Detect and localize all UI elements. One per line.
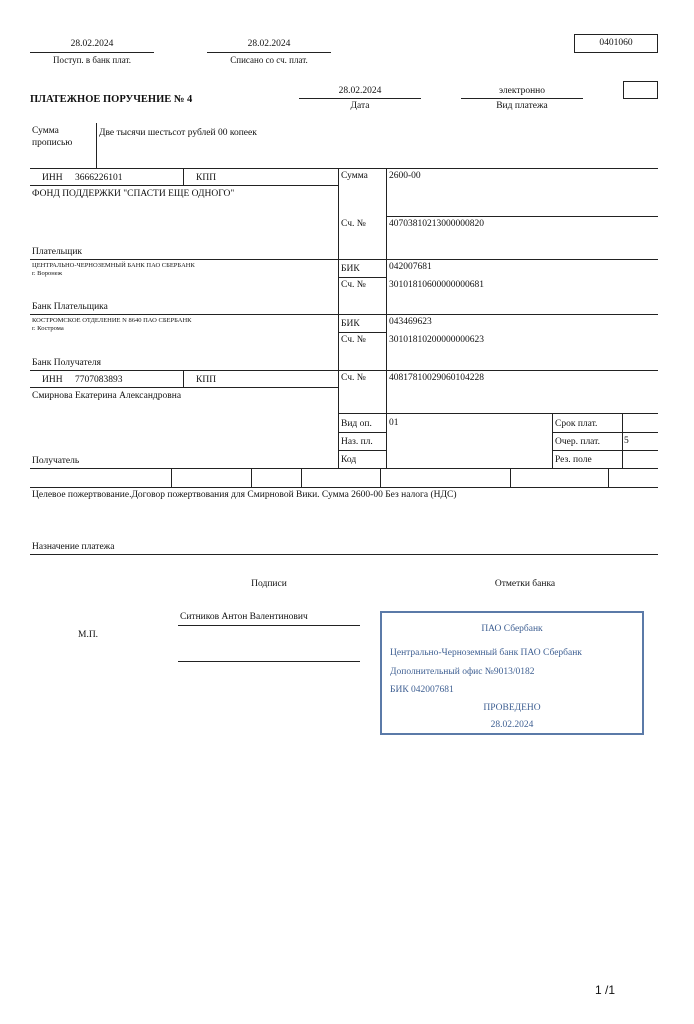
payer-name: ФОНД ПОДДЕРЖКИ "СПАСТИ ЕЩЕ ОДНОГО": [32, 189, 235, 199]
received-label: Поступ. в банк плат.: [53, 55, 131, 65]
doc-date-label: Дата: [350, 101, 370, 111]
amount-words-value: Две тысячи шестьсот рублей 00 копеек: [99, 128, 257, 138]
divider: [552, 413, 553, 468]
amount-words-label-1: Сумма: [32, 126, 59, 136]
payee-bank-account-label: Сч. №: [341, 335, 366, 345]
divider: [386, 168, 387, 468]
payee-bank-name: КОСТРОМСКОЕ ОТДЕЛЕНИЕ N 8640 ПАО СБЕРБАНК: [32, 317, 192, 324]
divider: [338, 450, 386, 451]
divider: [461, 98, 583, 99]
divider: [552, 432, 658, 433]
payer-kpp-label: КПП: [196, 173, 217, 183]
divider: [608, 468, 609, 487]
vid-op-label: Вид оп.: [341, 419, 372, 429]
divider: [251, 468, 252, 487]
received-date: 28.02.2024: [70, 39, 114, 49]
divider: [30, 168, 658, 169]
payee-bank-label: Банк Получателя: [32, 358, 101, 368]
payee-bank-city: г. Кострома: [32, 325, 64, 332]
payer-account-label: Сч. №: [341, 219, 366, 229]
payee-account: 40817810029060104228: [389, 373, 484, 383]
signer-name: Ситников Антон Валентинович: [180, 612, 308, 622]
sum-value: 2600-00: [389, 171, 421, 181]
divider: [30, 370, 658, 371]
payee-inn-label: ИНН: [42, 375, 63, 385]
sum-label: Сумма: [341, 171, 368, 181]
payer-account: 40703810213000000820: [389, 219, 484, 229]
vid-op: 01: [389, 418, 399, 428]
divider: [30, 52, 154, 53]
divider: [207, 52, 331, 53]
stamp-status: ПРОВЕДЕНО: [483, 703, 541, 713]
payer-bank-bik-label: БИК: [341, 264, 360, 274]
debited-date: 28.02.2024: [247, 39, 291, 49]
amount-words-label-2: прописью: [32, 138, 73, 148]
divider: [30, 259, 658, 260]
stamp-date: 28.02.2024: [490, 720, 534, 730]
stamp-line1: Центрально-Черноземный банк ПАО Сбербанк: [390, 648, 582, 658]
divider: [386, 216, 658, 217]
divider: [30, 487, 658, 488]
divider: [183, 168, 184, 185]
purpose-label: Назначение платежа: [32, 542, 115, 552]
divider: [30, 554, 658, 555]
signatures-label: Подписи: [251, 579, 287, 589]
empty-box: [623, 81, 658, 99]
naz-pl-label: Наз. пл.: [341, 437, 373, 447]
divider: [338, 332, 386, 333]
divider: [552, 450, 658, 451]
divider: [30, 468, 658, 469]
stamp-bank: ПАО Сбербанк: [481, 624, 543, 634]
page-number: 1 /1: [595, 983, 616, 997]
signature-line: [178, 625, 360, 626]
payer-bank-account: 30101810600000000681: [389, 280, 484, 290]
ocher-label: Очер. плат.: [555, 437, 600, 447]
payee-bank-account: 30101810200000000623: [389, 335, 484, 345]
doc-date: 28.02.2024: [338, 86, 382, 96]
payee-label: Получатель: [32, 456, 80, 466]
divider: [299, 98, 421, 99]
payee-name: Смирнова Екатерина Александровна: [32, 391, 182, 401]
divider: [380, 468, 381, 487]
divider: [338, 413, 658, 414]
payer-inn-label: ИНН: [42, 173, 63, 183]
divider: [338, 432, 386, 433]
payee-account-label: Сч. №: [341, 373, 366, 383]
divider: [301, 468, 302, 487]
payer-bank-bik: 042007681: [389, 262, 432, 272]
divider: [30, 314, 658, 315]
payee-kpp-label: КПП: [196, 375, 217, 385]
divider: [30, 387, 338, 388]
divider: [338, 168, 339, 468]
mp-label: М.П.: [78, 630, 99, 640]
divider: [96, 123, 97, 168]
stamp-bik: БИК 042007681: [390, 685, 454, 695]
purpose-text: Целевое пожертвование.Договор пожертвования для Смирновой Вики. Сумма 2600-00 Без налога (НДС): [32, 490, 457, 500]
debited-label: Списано со сч. плат.: [230, 55, 308, 65]
form-code: 0401060: [599, 38, 633, 48]
payee-bank-bik-label: БИК: [341, 319, 360, 329]
payer-bank-name: ЦЕНТРАЛЬНО-ЧЕРНОЗЕМНЫЙ БАНК ПАО СБЕРБАНК: [32, 262, 195, 269]
rez-label: Рез. поле: [555, 455, 592, 465]
page-title: ПЛАТЕЖНОЕ ПОРУЧЕНИЕ № 4: [30, 94, 193, 105]
bank-stamp: [380, 611, 644, 735]
payer-inn: 3666226101: [75, 173, 123, 183]
signature-line: [178, 661, 360, 662]
payment-type-label: Вид платежа: [496, 101, 548, 111]
kod-label: Код: [341, 455, 357, 465]
divider: [338, 277, 386, 278]
payer-bank-label: Банк Плательщика: [32, 302, 108, 312]
divider: [622, 413, 623, 468]
divider: [510, 468, 511, 487]
srok-label: Срок плат.: [555, 419, 598, 429]
payer-bank-account-label: Сч. №: [341, 280, 366, 290]
payment-type: электронно: [498, 86, 546, 96]
bank-marks-label: Отметки банка: [494, 579, 556, 589]
stamp-line2: Дополнительный офис №9013/0182: [390, 667, 535, 677]
ocher-value: 5: [624, 436, 629, 446]
payer-label: Плательщик: [32, 247, 83, 257]
divider: [30, 185, 338, 186]
payee-bank-bik: 043469623: [389, 317, 432, 327]
divider: [171, 468, 172, 487]
divider: [183, 370, 184, 387]
payer-bank-city: г. Воронеж: [32, 270, 63, 277]
payee-inn: 7707083893: [75, 375, 123, 385]
